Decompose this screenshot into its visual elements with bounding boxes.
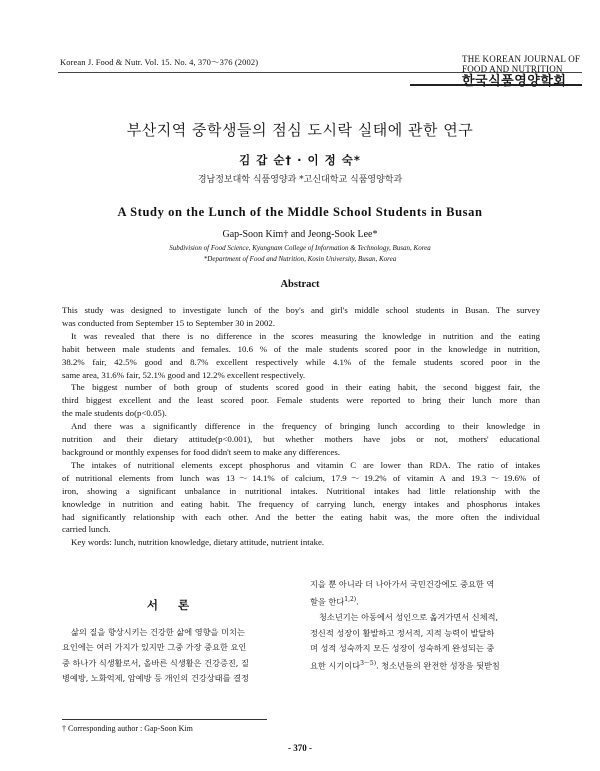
abstract-line: iron, showing a significant unbalance in nutritional intakes. Nutritional intakes had little relationship with the	[62, 485, 540, 496]
abstract-line: had significantly relationship with each other. And the better the eating habit was, the more often the individual	[62, 511, 540, 522]
abstract-line: The intakes of nutritional elements except phosphorus and vitamin C are lower than RDA. The ratio of intakes	[71, 459, 540, 470]
abstract-line: knowledge in nutrition and eating habit. The frequency of carrying lunch, energy intakes and phosphorus intakes	[62, 498, 540, 509]
abstract-line: This study was designed to investigate lunch of the boy's and girl's middle school students in Busan. The survey	[62, 305, 540, 315]
body-line: 며 성적 성숙까지 모든 성장이 성숙하게 완성되는 중	[310, 642, 495, 653]
corresponding-author-footnote: † Corresponding author : Gap-Soon Kim	[62, 724, 193, 733]
abstract-line: The biggest number of both group of students scored good in their eating habit, the second biggest fair, the	[71, 382, 540, 393]
abstract-line: of nutritional elements from lunch was 13～14.1% of calcium, 17.9～19.2% of vitamin A and 19.3～19.6% of	[62, 472, 540, 483]
body-line: 병예방, 노화억제, 암예방 등 개인의 건강상태를 결정	[62, 672, 249, 683]
body-line: 중 하나가 식생활로서, 올바른 식생활은 건강증진, 질	[62, 657, 249, 668]
korean-affiliation: 경남정보대학 식품영양과 *고신대학교 식품영양학과	[197, 175, 403, 185]
body-line: 정신적 성장이 활발하고 정서적, 지적 능력이 발달하	[310, 627, 495, 638]
intro-left-column	[62, 625, 290, 686]
english-authors: Gap-Soon Kim† and Jeong-Sook Lee*	[222, 229, 378, 240]
korean-authors: 김 갑 순† · 이 정 숙*	[239, 153, 361, 167]
body-text: 청소년들의 완전한 성장을 뒷받침	[378, 660, 500, 671]
keywords-line: Key words: lunch, nutrition knowledge, dietary attitude, nutrient intake.	[71, 537, 325, 548]
reference-marker: 1,2)	[344, 596, 357, 604]
english-title: A Study on the Lunch of the Middle School Students in Busan	[117, 205, 483, 219]
footnote-rule	[62, 719, 267, 720]
abstract-line: 38.2% fair, 42.5% good and 8.7% excellent respectively while 4.1% of the female students scored poor in the	[62, 356, 540, 367]
body-line: 요인에는 여러 가지가 있지만 그중 가장 중요한 요인	[62, 642, 247, 653]
abstract-line: carried lunch.	[62, 524, 111, 535]
section-heading-introduction: 서 론	[146, 598, 198, 612]
body-line: 요한 시기이다$^{3\sim 5)}$. 청소년들의 완전한 성장을 뒷받침	[310, 660, 500, 671]
page-number: - 370 -	[288, 743, 312, 753]
journal-name-line-1: THE KOREAN JOURNAL OF	[462, 54, 581, 64]
reference-marker: 3～5)	[360, 660, 377, 668]
body-line: 청소년기는 아동에서 성인으로 옮겨가면서 신체적,	[319, 612, 499, 623]
journal-name-korean: 한국식품영양학회	[462, 74, 567, 89]
abstract-body	[62, 304, 540, 549]
abstract-line: It was revealed that there is no difference in the scores measuring the knowledge in nutrition and the eating	[71, 330, 540, 341]
abstract-heading: Abstract	[280, 279, 320, 290]
body-text: 요한 시기이다	[310, 660, 361, 671]
abstract-line: the male students do(p<0.05).	[62, 408, 167, 419]
abstract-line: third biggest excellent and the least scored poor. Female students were reported to bring their lunch more than	[62, 395, 540, 406]
journal-name-line-2: FOOD AND NUTRITION	[462, 64, 563, 74]
abstract-line: background or monthly expenses for food didn't seem to make any differences.	[62, 446, 340, 457]
intro-right-column	[310, 577, 540, 674]
journal-rule	[410, 84, 582, 86]
body-line: 할을 한다$^{1,2)}$.	[310, 596, 359, 608]
body-line: 삶의 질을 향상시키는 건강한 삶에 영향을 미치는	[71, 627, 245, 637]
abstract-line: habit between male students and females. 10.6 % of the male students scored poor in the knowledge in nutrition,	[62, 343, 540, 354]
korean-title: 부산지역 중학생들의 점심 도시락 실태에 관한 연구	[126, 121, 474, 139]
abstract-line: was conducted from September 15 to September 30 in 2002.	[62, 317, 276, 328]
body-line: 지을 뿐 아니라 더 나아가서 국민건강에도 중요한 역	[310, 579, 495, 589]
abstract-line: same area, 31.6% fair, 52.1% good and 12.2% excellent respectively.	[62, 369, 306, 380]
body-text: 할을 한다	[310, 597, 345, 608]
abstract-line: nutrition and their dietary attitude(p<0.001), but whether mothers have jobs or not, mothers' educational	[62, 434, 540, 445]
english-affiliation-1: Subdivision of Food Science, Kyungnam College of Information & Technology, Busan, Korea	[169, 244, 431, 252]
header-rule	[58, 72, 582, 73]
journal-citation: Korean J. Food & Nutr. Vol. 15. No. 4, 370～376 (2002)	[60, 57, 259, 67]
english-affiliation-2: *Department of Food and Nutrition, Kosin University, Busan, Korea	[203, 255, 397, 263]
abstract-line: And there was a significantly difference in the frequency of bringing lunch according to their knowledge in	[71, 421, 540, 432]
